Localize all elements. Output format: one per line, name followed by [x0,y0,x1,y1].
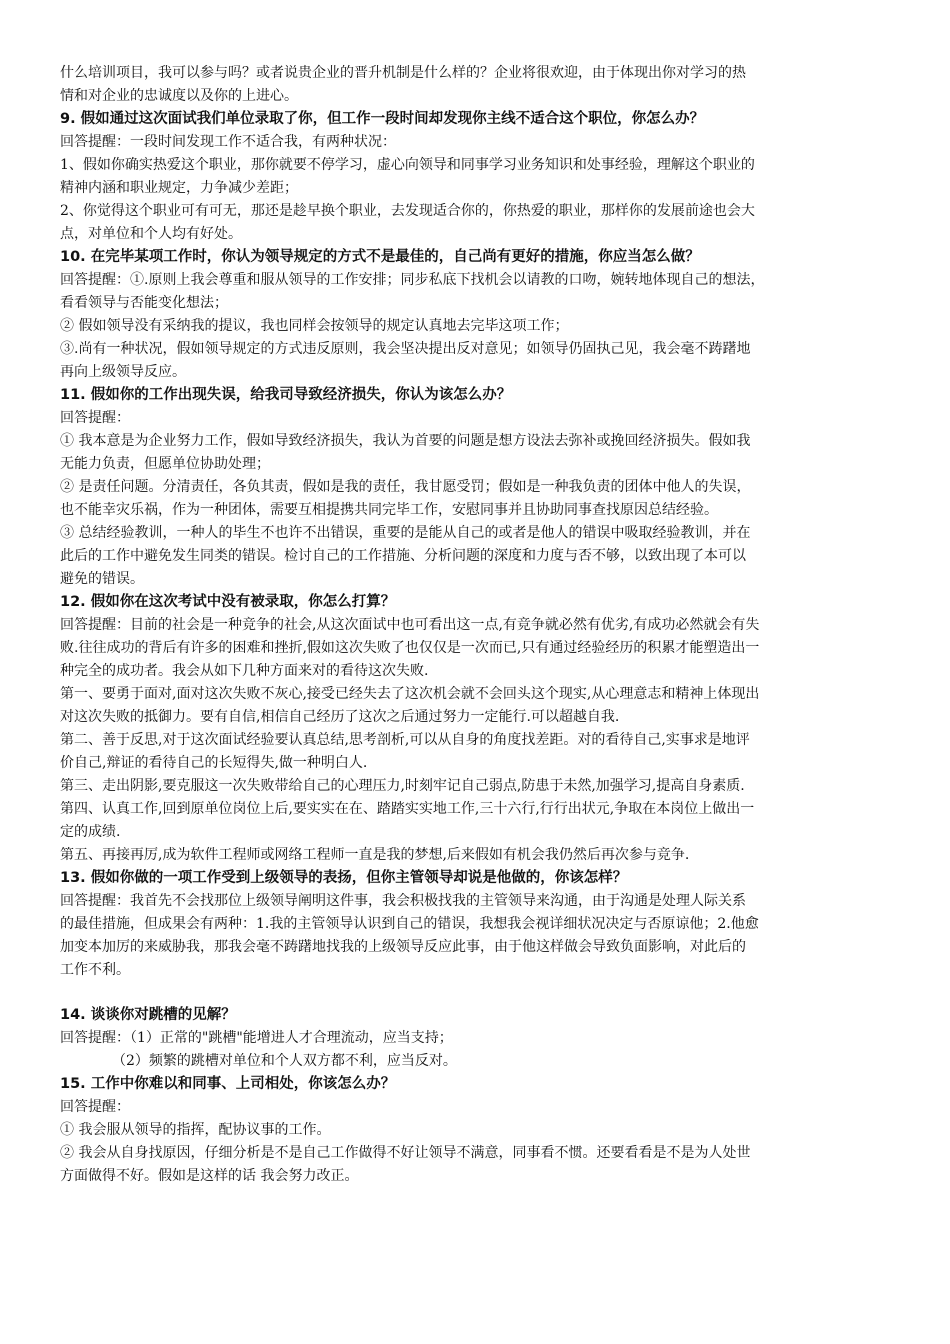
text-line: ② 是责任问题。分清责任，各负其责，假如是我的责任，我甘愿受罚；假如是一种我负责的团体中他人的失误， [60,479,751,495]
text-line: ② 假如领导没有采纳我的提议，我也同样会按领导的规定认真地去完毕这项工作； [60,318,569,334]
text-line: 第四、认真工作,回到原单位岗位上后,要实实在在、踏踏实实地工作,三十六行,行行出状元,争取在本岗位上做出一 [60,801,755,817]
text-line: 加变本加厉的来威胁我，那我会毫不踌躇地找我的上级领导反应此事，由于他这样做会导致负面影响，对此后的 [60,939,746,955]
text-line: 回答提醒：目前的社会是一种竞争的社会,从这次面试中也可看出这一点,有竞争就必然有优劣,有成功必然就会有失 [60,617,760,633]
text-line: （2）频繁的跳槽对单位和个人双方都不利，应当反对。 [112,1053,457,1069]
text-line: ② 我会从自身找原因，仔细分析是不是自己工作做得不好让领导不满意，同事看不惯。还要看看是不是为人处世 [60,1145,751,1161]
text-line: 无能力负责，但愿单位协助处理； [60,456,270,472]
text-line: 第一、要勇于面对,面对这次失败不灰心,接受已经失去了这次机会就不会回头这个现实,从心理意志和精神上体现出 [60,686,760,702]
question-heading: 9. 假如通过这次面试我们单位录取了你，但工作一段时间却发现你主线不适合这个职位，你怎么办？ [60,111,705,127]
question-heading: 14. 谈谈你对跳槽的见解？ [60,1007,236,1023]
text-line: 种完全的成功者。我会从如下几种方面来对的看待这次失败. [60,663,429,679]
document-body [60,62,894,1188]
text-line: 1、假如你确实热爱这个职业，那你就要不停学习，虚心向领导和同事学习业务知识和处事经验，理解这个职业的 [60,157,755,173]
text-line: 败.往往成功的背后有许多的困难和挫折,假如这次失败了也仅仅是一次而已,只有通过经验经历的积累才能塑造出一 [60,640,760,656]
question-heading: 13. 假如你做的一项工作受到上级领导的表扬，但你主管领导却说是他做的，你该怎样？ [60,870,628,886]
text-line: 回答提醒： [60,1099,130,1115]
text-line: 回答提醒：我首先不会找那位上级领导阐明这件事，我会积极找我的主管领导来沟通，由于沟通是处理人际关系 [60,893,746,909]
text-line: 的最佳措施，但成果会有两种：1.我的主管领导认识到自己的错误，我想我会视详细状况决定与否原谅他；2.他愈 [60,916,759,932]
text-line: 第五、再接再厉,成为软件工程师或网络工程师一直是我的梦想,后来假如有机会我仍然后再次参与竞争. [60,847,690,863]
text-line: 此后的工作中避免发生同类的错误。检讨自己的工作措施、分析问题的深度和力度与否不够，以致出现了本可以 [60,548,746,564]
text-line: 2、你觉得这个职业可有可无，那还是趁早换个职业，去发现适合你的，你热爱的职业，那样你的发展前途也会大 [60,203,755,219]
blank-line [60,982,894,1004]
text-line: 价自己,辩证的看待自己的长短得失,做一种明白人. [60,755,368,771]
text-line: 定的成绩. [60,824,121,840]
text-line: 点，对单位和个人均有好处。 [60,226,242,242]
text-line: 回答提醒： [60,410,130,426]
text-line: 避免的错误。 [60,571,144,587]
text-line: 方面做得不好。假如是这样的话 我会努力改正。 [60,1168,359,1184]
text-line: 情和对企业的忠诚度以及你的上进心。 [60,88,298,104]
text-line: ① 我会服从领导的指挥，配协议事的工作。 [60,1122,331,1138]
text-line: 精神内涵和职业规定，力争减少差距； [60,180,298,196]
text-line: 什么培训项目，我可以参与吗？或者说贵企业的晋升机制是什么样的？企业将很欢迎，由于体现出你对学习的热 [60,65,746,81]
text-line: 回答提醒：一段时间发现工作不适合我，有两种状况： [60,134,396,150]
text-line: 回答提醒：①.原则上我会尊重和服从领导的工作安排；同步私底下找机会以请教的口吻，婉转地体现自己的想法， [60,272,765,288]
question-heading: 12. 假如你在这次考试中没有被录取，你怎么打算？ [60,594,396,610]
text-line: 也不能幸灾乐祸，作为一种团体，需要互相提携共同完毕工作，安慰同事并且协助同事查找原因总结经验。 [60,502,718,518]
text-line: 第三、走出阴影,要克服这一次失败带给自己的心理压力,时刻牢记自己弱点,防患于未然,加强学习,提高自身素质. [60,778,745,794]
question-heading: 10. 在完毕某项工作时，你认为领导规定的方式不是最佳的，自己尚有更好的措施，你应当怎么做？ [60,249,700,265]
text-line: 回答提醒：（1）正常的"跳槽"能增进人才合理流动，应当支持； [60,1030,453,1046]
text-line: ① 我本意是为企业努力工作，假如导致经济损失，我认为首要的问题是想方设法去弥补或挽回经济损失。假如我 [60,433,751,449]
text-line: 对这次失败的抵御力。要有自信,相信自己经历了这次之后通过努力一定能行.可以超越自我. [60,709,620,725]
question-heading: 15. 工作中你难以和同事、上司相处，你该怎么办？ [60,1076,396,1092]
text-line: 再向上级领导反应。 [60,364,186,380]
text-line: 工作不利。 [60,962,130,978]
text-line: 看看领导与否能变化想法； [60,295,228,311]
question-heading: 11. 假如你的工作出现失误，给我司导致经济损失，你认为该怎么办？ [60,387,512,403]
text-line: ③ 总结经验教训，一种人的毕生不也许不出错误，重要的是能从自己的或者是他人的错误中吸取经验教训，并在 [60,525,751,541]
text-line: 第二、善于反思,对于这次面试经验要认真总结,思考剖析,可以从自身的角度找差距。对的看待自己,实事求是地评 [60,732,750,748]
text-line: ③.尚有一种状况，假如领导规定的方式违反原则，我会坚决提出反对意见；如领导仍固执己见，我会毫不踌躇地 [60,341,751,357]
